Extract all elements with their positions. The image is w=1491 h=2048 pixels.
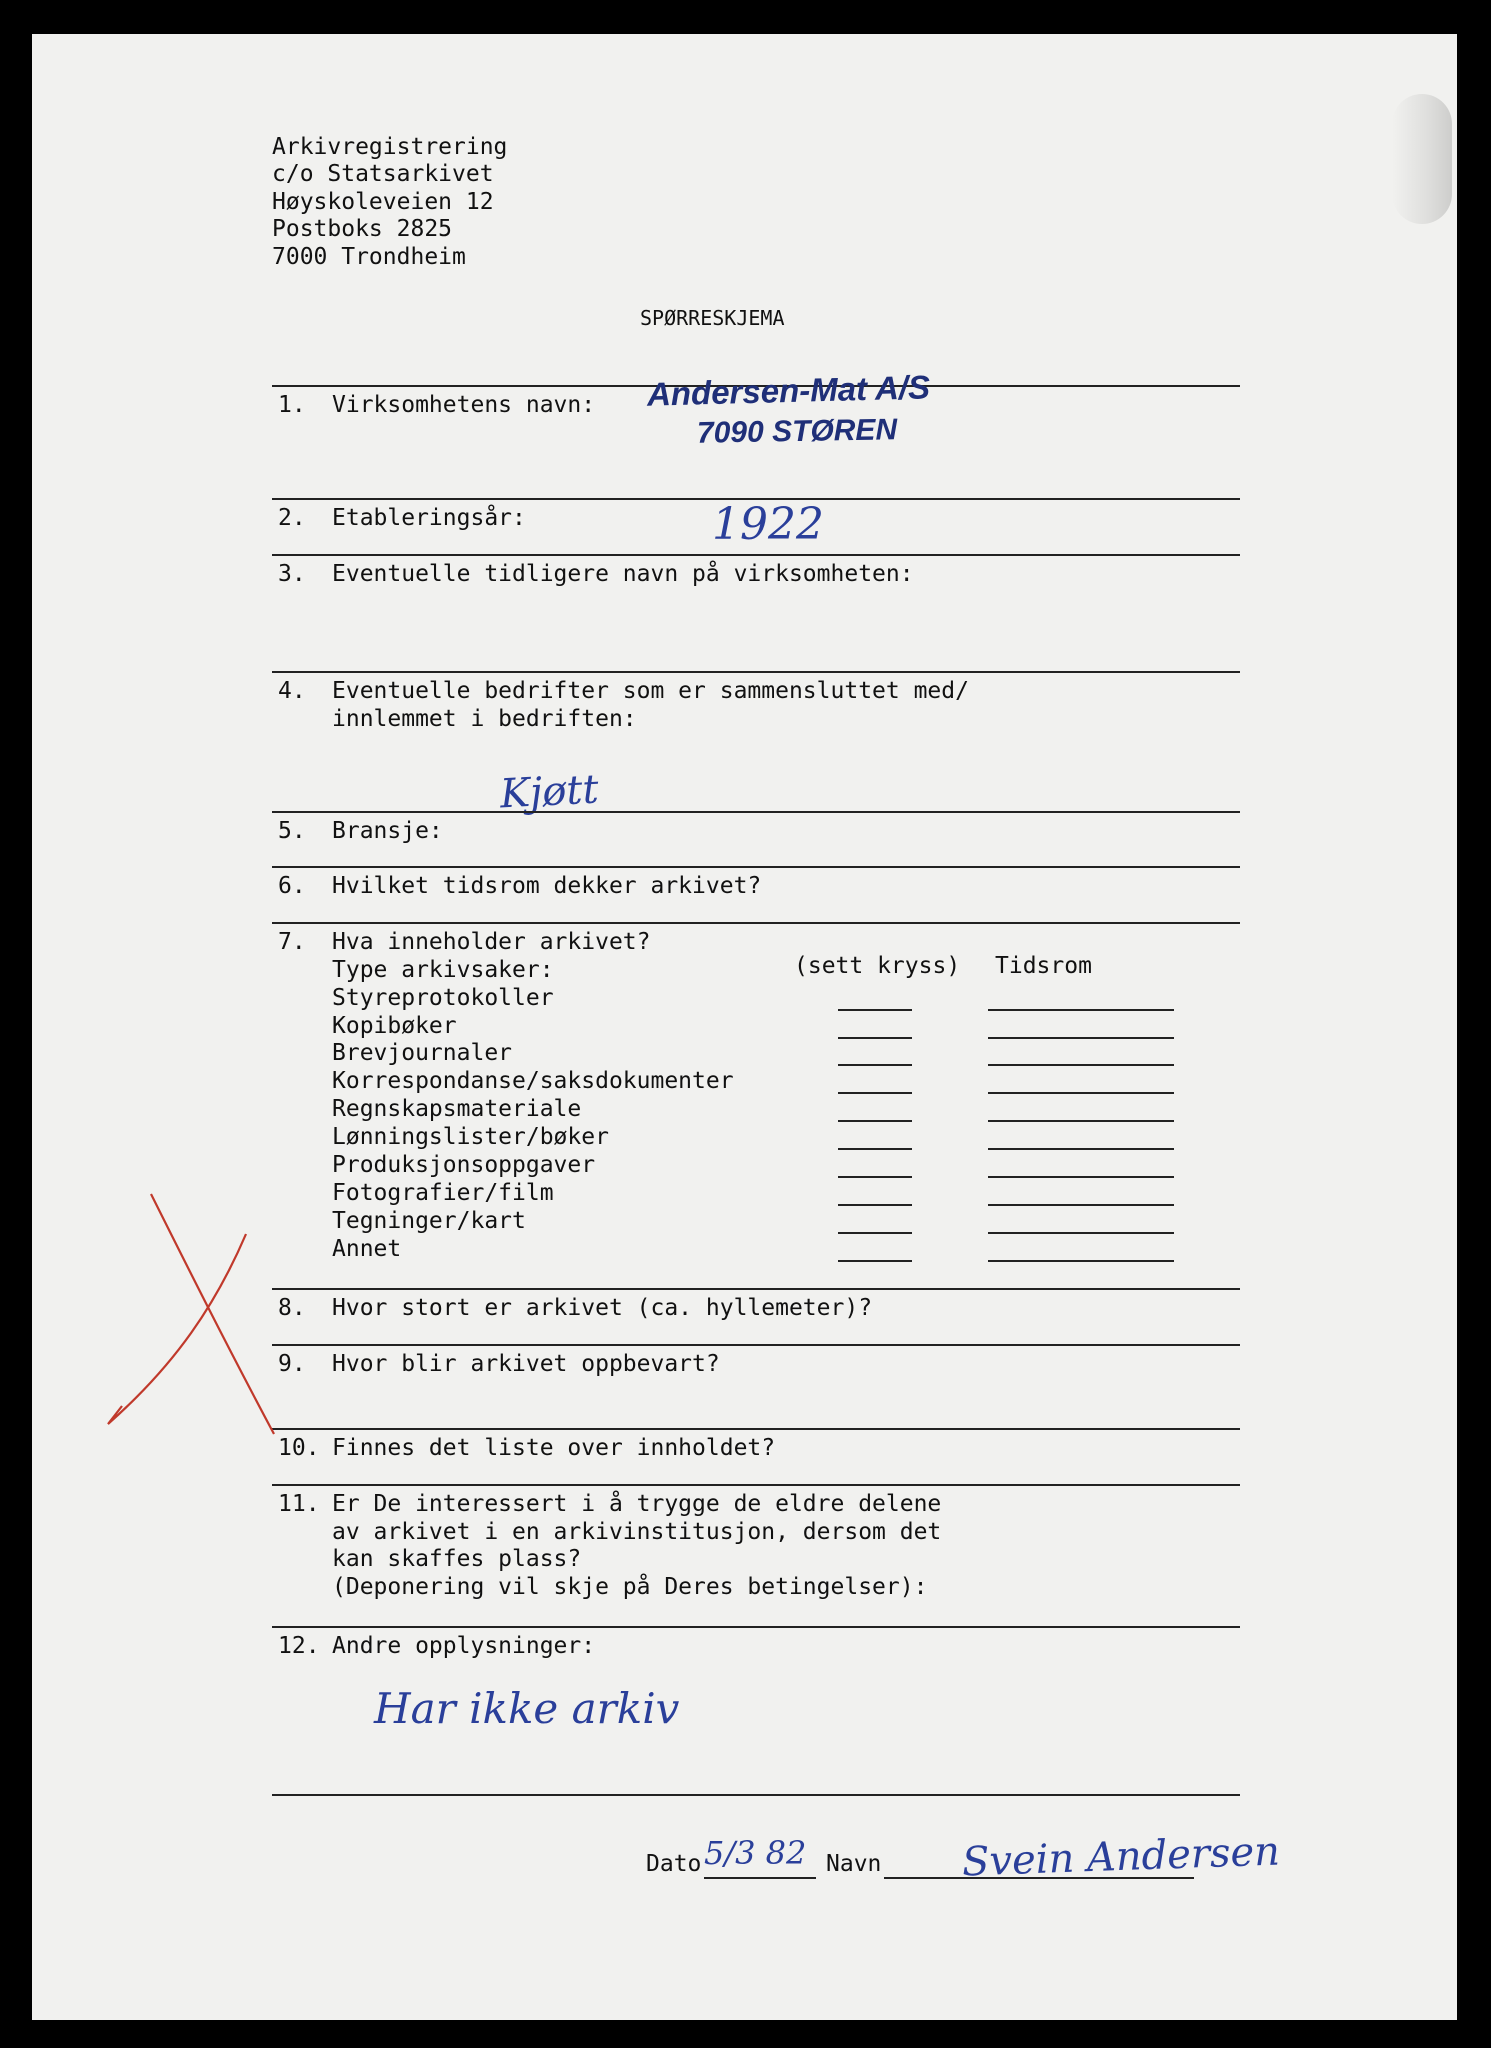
archive-type-regnskapsmateriale: Regnskapsmateriale [332, 1096, 582, 1122]
q11-number: 11. [278, 1491, 320, 1517]
company-stamp-location: 7090 STØREN [696, 413, 898, 450]
q6-label: Hvilket tidsrom dekker arkivet? [332, 873, 762, 899]
address-line-5: 7000 Trondheim [272, 244, 466, 270]
year-handwritten: 1922 [712, 499, 824, 550]
cross-blank[interactable] [838, 1037, 912, 1039]
industry-handwritten: Kjøtt [498, 766, 600, 818]
date-label: Dato [646, 1851, 702, 1877]
address-line-2: c/o Statsarkivet [272, 161, 494, 187]
q7-type-label: Type arkivsaker: [332, 957, 554, 983]
q1-label: Virksomhetens navn: [332, 392, 596, 418]
period-blank[interactable] [988, 1064, 1174, 1066]
q11-label-line2: av arkivet i en arkivinstitusjon, dersom det [332, 1519, 942, 1545]
period-blank[interactable] [988, 1120, 1174, 1122]
address-line-3: Høyskoleveien 12 [272, 189, 494, 215]
cross-blank[interactable] [838, 1176, 912, 1178]
archive-type-produksjonsoppgaver: Produksjonsoppgaver [332, 1152, 596, 1178]
paper-crease [1392, 94, 1452, 224]
archive-type-lonningslister: Lønningslister/bøker [332, 1124, 609, 1150]
date-field[interactable] [704, 1877, 816, 1879]
q4-label-line1: Eventuelle bedrifter som er sammensluttet med/ [332, 678, 969, 704]
q9-rule [272, 1344, 1240, 1346]
q9-label: Hvor blir arkivet oppbevart? [332, 1351, 720, 1377]
q2-label: Etableringsår: [332, 505, 526, 531]
q6-number: 6. [278, 873, 306, 899]
q7-column-period: Tidsrom [995, 953, 1092, 979]
q5-number: 5. [278, 818, 306, 844]
date-handwritten: 5/3 82 [704, 1834, 807, 1872]
final-rule [272, 1794, 1240, 1796]
cross-blank[interactable] [838, 1148, 912, 1150]
address-line-1: Arkivregistrering [272, 134, 508, 160]
cross-blank[interactable] [838, 1092, 912, 1094]
period-blank[interactable] [988, 1204, 1174, 1206]
q11-rule [272, 1484, 1240, 1486]
other-info-handwritten: Har ikke arkiv [374, 1684, 680, 1733]
name-label: Navn [826, 1851, 882, 1877]
archive-type-kopiboker: Kopibøker [332, 1013, 457, 1039]
q7-rule [272, 922, 1240, 924]
archive-type-brevjournaler: Brevjournaler [332, 1040, 513, 1066]
period-blank[interactable] [988, 1176, 1174, 1178]
q3-rule [272, 554, 1240, 556]
archive-type-styreprotokoller: Styreprotokoller [332, 985, 554, 1011]
questionnaire-page [32, 34, 1457, 2020]
q10-label: Finnes det liste over innholdet? [332, 1435, 776, 1461]
form-title: SPØRRESKJEMA [640, 306, 785, 330]
q8-rule [272, 1288, 1240, 1290]
period-blank[interactable] [988, 1092, 1174, 1094]
archive-type-annet: Annet [332, 1236, 402, 1262]
q8-number: 8. [278, 1295, 306, 1321]
q8-label: Hvor stort er arkivet (ca. hyllemeter)? [332, 1295, 873, 1321]
q4-label-line2: innlemmet i bedriften: [332, 706, 637, 732]
signature-handwritten: Svein Andersen [961, 1828, 1281, 1886]
cross-blank[interactable] [838, 1204, 912, 1206]
q5-rule [272, 811, 1240, 813]
q4-number: 4. [278, 678, 306, 704]
cross-blank[interactable] [838, 1120, 912, 1122]
cross-blank[interactable] [838, 1232, 912, 1234]
q10-rule [272, 1428, 1240, 1430]
q11-label-line4: (Deponering vil skje på Deres betingelser): [332, 1574, 928, 1600]
q11-label-line3: kan skaffes plass? [332, 1546, 582, 1572]
period-blank[interactable] [988, 1232, 1174, 1234]
q7-number: 7. [278, 929, 306, 955]
q3-number: 3. [278, 561, 306, 587]
q2-number: 2. [278, 505, 306, 531]
q6-rule [272, 866, 1240, 868]
cross-blank[interactable] [838, 1009, 912, 1011]
q10-number: 10. [278, 1435, 320, 1461]
archive-type-fotografier: Fotografier/film [332, 1180, 554, 1206]
q3-label: Eventuelle tidligere navn på virksomheten: [332, 561, 914, 587]
q12-label: Andre opplysninger: [332, 1633, 596, 1659]
q9-number: 9. [278, 1351, 306, 1377]
period-blank[interactable] [988, 1009, 1174, 1011]
address-line-4: Postboks 2825 [272, 216, 453, 242]
archive-type-korrespondanse: Korrespondanse/saksdokumenter [332, 1068, 734, 1094]
q11-label-line1: Er De interessert i å trygge de eldre delene [332, 1491, 942, 1517]
archive-type-tegninger: Tegninger/kart [332, 1208, 526, 1234]
red-cross-mark [96, 1184, 286, 1444]
q4-rule [272, 671, 1240, 673]
company-stamp-name: Andersen-Mat A/S [646, 368, 931, 413]
cross-blank[interactable] [838, 1260, 912, 1262]
period-blank[interactable] [988, 1260, 1174, 1262]
q5-label: Bransje: [332, 818, 443, 844]
cross-blank[interactable] [838, 1064, 912, 1066]
q7-label: Hva inneholder arkivet? [332, 929, 651, 955]
period-blank[interactable] [988, 1037, 1174, 1039]
q7-column-cross: (sett kryss) [794, 953, 961, 979]
q12-rule [272, 1626, 1240, 1628]
q1-number: 1. [278, 392, 306, 418]
period-blank[interactable] [988, 1148, 1174, 1150]
q12-number: 12. [278, 1633, 320, 1659]
